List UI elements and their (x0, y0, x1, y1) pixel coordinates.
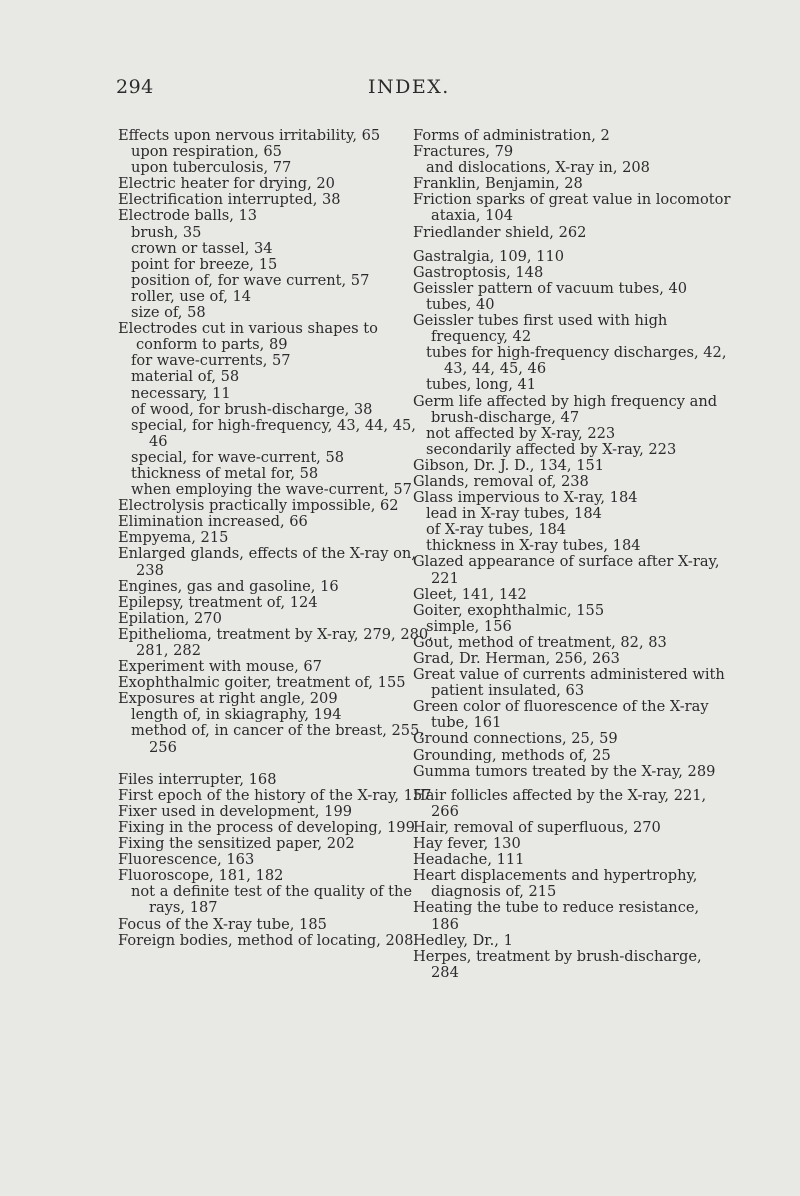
index-subentry: size of, 58 (131, 304, 206, 322)
index-entry: Friedlander shield, 262 (413, 223, 587, 241)
index-subentry: lead in X-ray tubes, 184 (426, 505, 602, 523)
index-column-right (413, 128, 731, 981)
index-subentry: roller, use of, 14 (131, 287, 252, 305)
index-entry: Germ life affected by high frequency and brush-discharge, 47 (413, 392, 718, 426)
index-entry: Goiter, exophthalmic, 155 (413, 601, 605, 619)
letter-section-gap (118, 756, 436, 772)
index-subentry: upon respiration, 65 (131, 143, 282, 161)
index-entry: Epithelioma, treatment by X-ray, 279, 280, 281, 282 (118, 625, 433, 659)
index-entry: Great value of currents administered with patient insulated, 63 (413, 666, 725, 700)
index-subentry: brush, 35 (131, 223, 202, 241)
index-entry: Geissler tubes first used with high frequency, 42 (413, 312, 668, 346)
index-entry: Files interrupter, 168 (118, 770, 277, 788)
index-subentry: and dislocations, X-ray in, 208 (426, 159, 650, 177)
index-entry: Elimination increased, 66 (118, 513, 308, 531)
index-subentry: for wave-currents, 57 (131, 352, 291, 370)
index-subentry: method of, in cancer of the breast, 255, 256 (131, 722, 425, 756)
index-subentry: necessary, 11 (131, 384, 231, 402)
index-subentry: special, for high-frequency, 43, 44, 45, 46 (131, 416, 416, 450)
index-subentry: of wood, for brush-discharge, 38 (131, 400, 373, 418)
index-subentry: not a definite test of the quality of the rays, 187 (131, 883, 413, 917)
index-entry: Hay fever, 130 (413, 835, 521, 853)
index-subentry: crown or tassel, 34 (131, 239, 273, 257)
index-entry: Fractures, 79 (413, 143, 514, 161)
index-entry: Enlarged glands, effects of the X-ray on, 238 (118, 545, 416, 579)
index-entry: Hedley, Dr., 1 (413, 931, 513, 949)
index-entry: Exposures at right angle, 209 (118, 690, 338, 708)
index-entry: Gastroptosis, 148 (413, 263, 544, 281)
index-entry: Franklin, Benjamin, 28 (413, 175, 583, 193)
running-head: INDEX. (368, 76, 450, 98)
index-entry: Gumma tumors treated by the X-ray, 289 (413, 762, 716, 780)
index-entry: Gastralgia, 109, 110 (413, 247, 565, 265)
index-entry: Electrification interrupted, 38 (118, 191, 341, 209)
index-subentry: material of, 58 (131, 368, 240, 386)
index-entry: Engines, gas and gasoline, 16 (118, 577, 339, 595)
index-entry: Exophthalmic goiter, treatment of, 155 (118, 674, 406, 692)
index-entry: Grad, Dr. Herman, 256, 263 (413, 650, 620, 667)
index-entry: Epilation, 270 (118, 609, 222, 627)
index-entry: Gout, method of treatment, 82, 83 (413, 633, 667, 651)
index-entry: Hair follicles affected by the X-ray, 221, 266 (413, 786, 707, 820)
index-entry: Forms of administration, 2 (413, 127, 610, 144)
index-subentry: not affected by X-ray, 223 (426, 424, 616, 442)
index-entry: Effects upon nervous irritability, 65 (118, 127, 381, 144)
index-subentry: length of, in skiagraphy, 194 (131, 706, 342, 724)
page-number: 294 (116, 76, 154, 98)
index-entry: Gleet, 141, 142 (413, 585, 527, 603)
index-entry: Green color of fluorescence of the X-ray tube, 161 (413, 698, 709, 732)
index-subentry: simple, 156 (426, 617, 512, 635)
page-header (116, 76, 736, 106)
index-entry: Geissler pattern of vacuum tubes, 40 (413, 279, 688, 297)
index-subentry: of X-ray tubes, 184 (426, 521, 567, 539)
index-entry: Epilepsy, treatment of, 124 (118, 593, 318, 611)
index-subentry: position of, for wave current, 57 (131, 271, 370, 289)
index-subentry: secondarily affected by X-ray, 223 (426, 440, 677, 458)
index-subentry: upon tuberculosis, 77 (131, 159, 292, 177)
index-entry: Heating the tube to reduce resistance, 186 (413, 899, 700, 933)
index-entry: Glass impervious to X-ray, 184 (413, 489, 638, 507)
index-entry: Fluorescence, 163 (118, 851, 255, 869)
index-subentry: thickness of metal for, 58 (131, 464, 319, 482)
index-entry: Heart displacements and hypertrophy, diagnosis of, 215 (413, 867, 698, 901)
index-column-left (118, 128, 436, 949)
index-entry: Focus of the X-ray tube, 185 (118, 915, 327, 933)
index-entry: Empyema, 215 (118, 529, 229, 547)
index-entry: Headache, 111 (413, 851, 525, 869)
index-entry: Grounding, methods of, 25 (413, 746, 611, 764)
index-entry: Fixer used in development, 199 (118, 802, 353, 820)
index-entry: First epoch of the history of the X-ray, 157 (118, 786, 432, 804)
index-entry: Herpes, treatment by brush-discharge, 284 (413, 947, 702, 981)
index-entry: Glands, removal of, 238 (413, 472, 589, 490)
index-entry: Electrolysis practically impossible, 62 (118, 497, 399, 515)
index-subentry: tubes, long, 41 (426, 376, 537, 394)
index-entry: Experiment with mouse, 67 (118, 658, 322, 676)
index-entry: Friction sparks of great value in locomotor ataxia, 104 (413, 191, 731, 225)
index-entry: Electrode balls, 13 (118, 207, 258, 225)
index-entry: Fluoroscope, 181, 182 (118, 867, 284, 885)
index-entry: Gibson, Dr. J. D., 134, 151 (413, 456, 605, 474)
index-entry: Foreign bodies, method of locating, 208 (118, 931, 414, 949)
index-entry: Electrodes cut in various shapes to conform to parts, 89 (118, 320, 378, 354)
index-entry: Fixing the sensitized paper, 202 (118, 835, 355, 853)
index-entry: Ground connections, 25, 59 (413, 730, 618, 748)
index-subentry: tubes for high-frequency discharges, 42, 43, 44, 45, 46 (426, 344, 727, 378)
index-subentry: when employing the wave-current, 57 (131, 481, 412, 499)
index-subentry: tubes, 40 (426, 295, 495, 313)
index-entry: Fixing in the process of developing, 199 (118, 818, 415, 836)
index-subentry: point for breeze, 15 (131, 255, 278, 273)
index-entry: Hair, removal of superfluous, 270 (413, 818, 661, 836)
index-subentry: special, for wave-current, 58 (131, 448, 345, 466)
index-entry: Electric heater for drying, 20 (118, 175, 335, 193)
index-entry: Glazed appearance of surface after X-ray, 221 (413, 553, 720, 587)
index-subentry: thickness in X-ray tubes, 184 (426, 537, 641, 555)
